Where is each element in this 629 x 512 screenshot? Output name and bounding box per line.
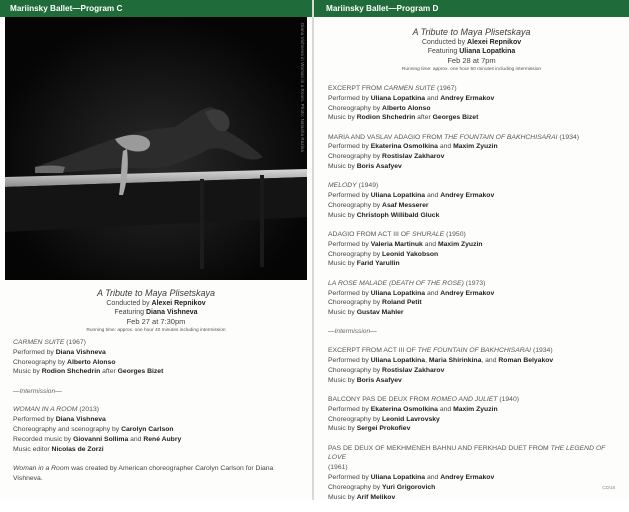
credit-name: Andrey Ermakov <box>440 289 495 297</box>
title-year: (1950) <box>444 231 466 239</box>
tribute-title: A Tribute to Maya Plisetskaya <box>412 27 531 37</box>
credit-name: Christoph Willibald Gluck <box>356 211 440 219</box>
credit-role: Music by <box>328 211 357 219</box>
note-text: was created by American choreographer Carolyn Carlson for Diana Vishneva. <box>13 464 274 482</box>
title-year: (2013) <box>77 406 99 414</box>
credit-name: Diana Vishneva <box>55 348 106 356</box>
credit-line <box>328 308 619 318</box>
credit-line <box>328 493 619 503</box>
credit-name: Yuri Grigorovich <box>382 483 436 491</box>
credit-name: Georges Bizet <box>432 114 479 122</box>
piece-title <box>328 84 619 94</box>
left-page <box>0 0 312 500</box>
credit-name: Andrey Ermakov <box>440 474 495 481</box>
program-item <box>328 444 619 503</box>
credit-line <box>13 445 302 455</box>
credit-line <box>328 152 619 162</box>
credit-role: Choreography by <box>328 299 383 307</box>
credit-name: Ekaterina Osmolkina <box>370 405 438 413</box>
program-item <box>328 181 619 220</box>
credit-name: Leonid Yakobson <box>382 250 439 258</box>
credit-joiner: and <box>128 435 144 443</box>
credit-line <box>328 415 619 425</box>
credit-name: Carolyn Carlson <box>121 426 174 434</box>
right-page <box>314 0 629 500</box>
credit-name: Alberto Alonso <box>382 104 431 112</box>
credit-joiner: , and <box>481 357 499 365</box>
credit-line <box>328 142 619 152</box>
credit-line <box>328 113 619 123</box>
credit-line <box>328 298 619 308</box>
program-item <box>328 279 619 318</box>
title-year: (1934) <box>557 133 580 141</box>
credit-name: Alberto Alonso <box>67 358 116 366</box>
program-note <box>13 464 302 484</box>
credit-line <box>328 473 619 483</box>
title-italic: WOMAN IN A ROOM <box>13 406 78 414</box>
credit-role: Choreography by <box>328 153 383 161</box>
credit-role: Choreography by <box>328 415 383 423</box>
credit-name: René Aubry <box>143 435 182 443</box>
intermission-label: —Intermission— <box>13 387 62 395</box>
credit-role: Performed by <box>328 143 371 151</box>
credit-role: Performed by <box>328 357 371 365</box>
left-program-list <box>13 338 302 484</box>
credit-name: Andrey Ermakov <box>440 94 495 102</box>
credit-line <box>328 240 619 250</box>
credit-role: Choreography by <box>13 358 68 366</box>
credit-name: Roman Belyakov <box>498 357 554 365</box>
title-prefix: BALCONY PAS DE DEUX FROM <box>328 395 432 403</box>
credit-role: Performed by <box>328 474 371 481</box>
piece-title <box>13 405 302 415</box>
credit-joiner: after <box>100 368 118 376</box>
credit-line <box>13 348 302 358</box>
credit-name: Maxim Zyuzin <box>453 143 498 151</box>
credit-line <box>13 358 302 368</box>
left-program-heading <box>0 288 312 334</box>
credit-role: Performed by <box>13 416 56 424</box>
conductor-line: Conducted by Alexei Repnikov <box>106 300 206 307</box>
title-prefix: EXCERPT FROM ACT III OF <box>328 347 418 355</box>
credit-name: Valeria Martinuk <box>370 240 423 248</box>
credit-role: Performed by <box>328 192 371 200</box>
intermission-label: —Intermission— <box>328 328 377 336</box>
credit-name: Leonid Lavrovsky <box>382 415 440 423</box>
credit-name: Uliana Lopatkina <box>370 94 426 102</box>
credit-role: Recorded music by <box>13 435 74 443</box>
title-year: (1967) <box>435 85 457 92</box>
credit-role: Music by <box>328 309 357 317</box>
program-item <box>328 230 619 269</box>
credit-role: Music by <box>328 163 357 171</box>
title-italic: ROMEO AND JULIET <box>431 395 498 403</box>
piece-title <box>328 133 619 143</box>
credit-name: Nicolas de Zorzi <box>51 445 104 453</box>
credit-role: Choreography by <box>328 104 383 112</box>
credit-role: Choreography and scenography by <box>13 426 122 434</box>
piece-title <box>328 444 619 464</box>
piece-title <box>328 279 619 289</box>
photo-credit: Diana Vishneva in Woman in a Room. Photo: Natasha Razina <box>300 23 305 153</box>
title-prefix: MARIA AND VASLAV ADAGIO FROM <box>328 133 445 141</box>
credit-line <box>328 191 619 201</box>
piece-title <box>13 338 302 348</box>
credit-line <box>328 289 619 299</box>
title-italic: THE FOUNTAIN OF BAKHCHISARAI <box>444 133 558 141</box>
credit-joiner: , <box>425 357 429 365</box>
credit-name: Ekaterina Osmolkina <box>370 143 438 151</box>
piece-title <box>328 181 619 191</box>
piece-title <box>328 230 619 240</box>
credit-line <box>328 201 619 211</box>
credit-name: Giovanni Sollima <box>73 435 129 443</box>
credit-line <box>328 356 619 366</box>
credit-line <box>328 104 619 114</box>
featuring-line: Featuring Diana Vishneva <box>114 309 198 316</box>
program-item <box>328 395 619 434</box>
credit-line <box>328 376 619 386</box>
credit-name: Maria Shirinkina <box>428 357 482 365</box>
credit-joiner: and <box>437 405 454 413</box>
performance-photo <box>5 17 307 280</box>
title-italic: MELODY <box>328 182 357 190</box>
running-time: Running time: approx. one hour 50 minutes including intermission <box>401 67 542 72</box>
credit-name: Arif Melikov <box>356 493 396 501</box>
program-item <box>13 405 302 454</box>
tribute-title: A Tribute to Maya Plisetskaya <box>96 288 216 298</box>
credit-name: Uliana Lopatkina <box>370 192 426 200</box>
title-italic: SHURALE <box>412 231 445 239</box>
credit-name: Roland Petit <box>382 299 422 307</box>
credit-name: Asaf Messerer <box>382 201 429 209</box>
credit-role: Music by <box>13 368 42 376</box>
credit-role: Performed by <box>328 289 371 297</box>
title-italic: THE FOUNTAIN OF BAKHCHISARAI <box>417 347 532 355</box>
credit-role: Music by <box>328 376 357 384</box>
credit-role: Choreography by <box>328 201 383 209</box>
credit-role: Choreography by <box>328 483 383 491</box>
credit-joiner: and <box>425 289 441 297</box>
piece-title <box>328 395 619 405</box>
running-time: Running time: approx. one hour 40 minutes including intermission <box>86 328 226 333</box>
credit-role: Choreography by <box>328 250 383 258</box>
program-item <box>328 346 619 385</box>
credit-name: Uliana Lopatkina <box>370 357 426 365</box>
conductor-line: Conducted by Alexei Repnikov <box>421 39 522 46</box>
title-year: (1940) <box>497 395 519 403</box>
credit-name: Boris Asafyev <box>356 163 402 171</box>
credit-name: Rodion Shchedrin <box>356 114 416 122</box>
credit-line <box>13 367 302 377</box>
credit-line <box>328 259 619 269</box>
credit-line <box>13 435 302 445</box>
credit-line <box>328 94 619 104</box>
credit-joiner: and <box>437 143 454 151</box>
page-folio: CD/18 <box>602 485 615 490</box>
piece-title <box>328 346 619 356</box>
title-prefix: EXCERPT FROM <box>328 85 384 92</box>
title-italic: CARMEN SUITE <box>383 85 436 92</box>
credit-line <box>328 250 619 260</box>
title-italic: CARMEN SUITE <box>13 339 65 346</box>
credit-name: Uliana Lopatkina <box>370 289 426 297</box>
credit-name: Andrey Ermakov <box>440 192 495 200</box>
title-continuation: (1961) <box>328 464 348 472</box>
credit-joiner: and <box>422 240 438 248</box>
featuring-line: Featuring Uliana Lopatkina <box>427 48 516 55</box>
performance-date: Feb 28 at 7pm <box>447 56 496 65</box>
performance-date: Feb 27 at 7:30pm <box>126 317 186 326</box>
title-year: (1949) <box>356 182 379 190</box>
credit-line <box>328 162 619 172</box>
credit-role: Music by <box>328 493 357 501</box>
title-year: (1967) <box>64 339 86 346</box>
credit-line <box>13 425 302 435</box>
credit-joiner: and <box>425 192 441 200</box>
title-italic: LA ROSE MALADE (DEATH OF THE ROSE) <box>328 279 464 287</box>
credit-name: Sergei Prokofiev <box>356 425 411 433</box>
credit-name: Diana Vishneva <box>55 416 106 424</box>
program-item <box>13 338 302 377</box>
credit-line <box>328 483 619 493</box>
title-prefix: PAS DE DEUX OF MEKHMENEH BAHNU AND FERKHAD DUET FROM <box>328 444 551 452</box>
program-item <box>328 133 619 172</box>
title-year: (1934) <box>531 347 553 355</box>
left-header: Mariinsky Ballet—Program C <box>0 0 312 17</box>
dancer-photo-art <box>5 17 307 280</box>
credit-role: Music by <box>328 260 357 268</box>
credit-role: Performed by <box>328 405 371 413</box>
credit-role: Music by <box>328 114 357 122</box>
credit-name: Georges Bizet <box>117 368 164 376</box>
credit-role: Music by <box>328 425 357 433</box>
credit-name: Gustav Mahler <box>356 309 404 317</box>
credit-name: Rostislav Zakharov <box>382 153 445 161</box>
title-prefix: ADAGIO FROM ACT III OF <box>328 231 413 239</box>
credit-line <box>328 366 619 376</box>
right-header: Mariinsky Ballet—Program D <box>314 0 629 17</box>
credit-role: Choreography by <box>328 366 383 374</box>
credit-line <box>328 211 619 221</box>
credit-role: Performed by <box>328 240 371 248</box>
credit-line <box>328 405 619 415</box>
note-title: Woman in a Room <box>13 464 70 472</box>
credit-joiner: after <box>415 114 433 122</box>
credit-name: Rodion Shchedrin <box>41 368 101 376</box>
credit-name: Farid Yarullin <box>356 260 400 268</box>
credit-role: Performed by <box>13 348 56 356</box>
credit-line <box>13 415 302 425</box>
credit-line <box>328 424 619 434</box>
credit-joiner: and <box>425 94 441 102</box>
right-program-list <box>328 84 619 512</box>
credit-role: Performed by <box>328 94 371 102</box>
credit-name: Uliana Lopatkina <box>370 474 426 481</box>
credit-name: Boris Asafyev <box>356 376 402 384</box>
credit-name: Maxim Zyuzin <box>437 240 483 248</box>
credit-name: Maxim Zyuzin <box>453 405 498 413</box>
program-item <box>328 84 619 123</box>
right-program-heading <box>314 27 629 73</box>
credit-name: Rostislav Zakharov <box>382 366 445 374</box>
credit-joiner: and <box>425 474 441 481</box>
title-italic: THE LEGEND OF LOVE <box>328 444 606 462</box>
credit-role: Music editor <box>13 445 52 453</box>
title-year: (1973) <box>463 279 486 287</box>
